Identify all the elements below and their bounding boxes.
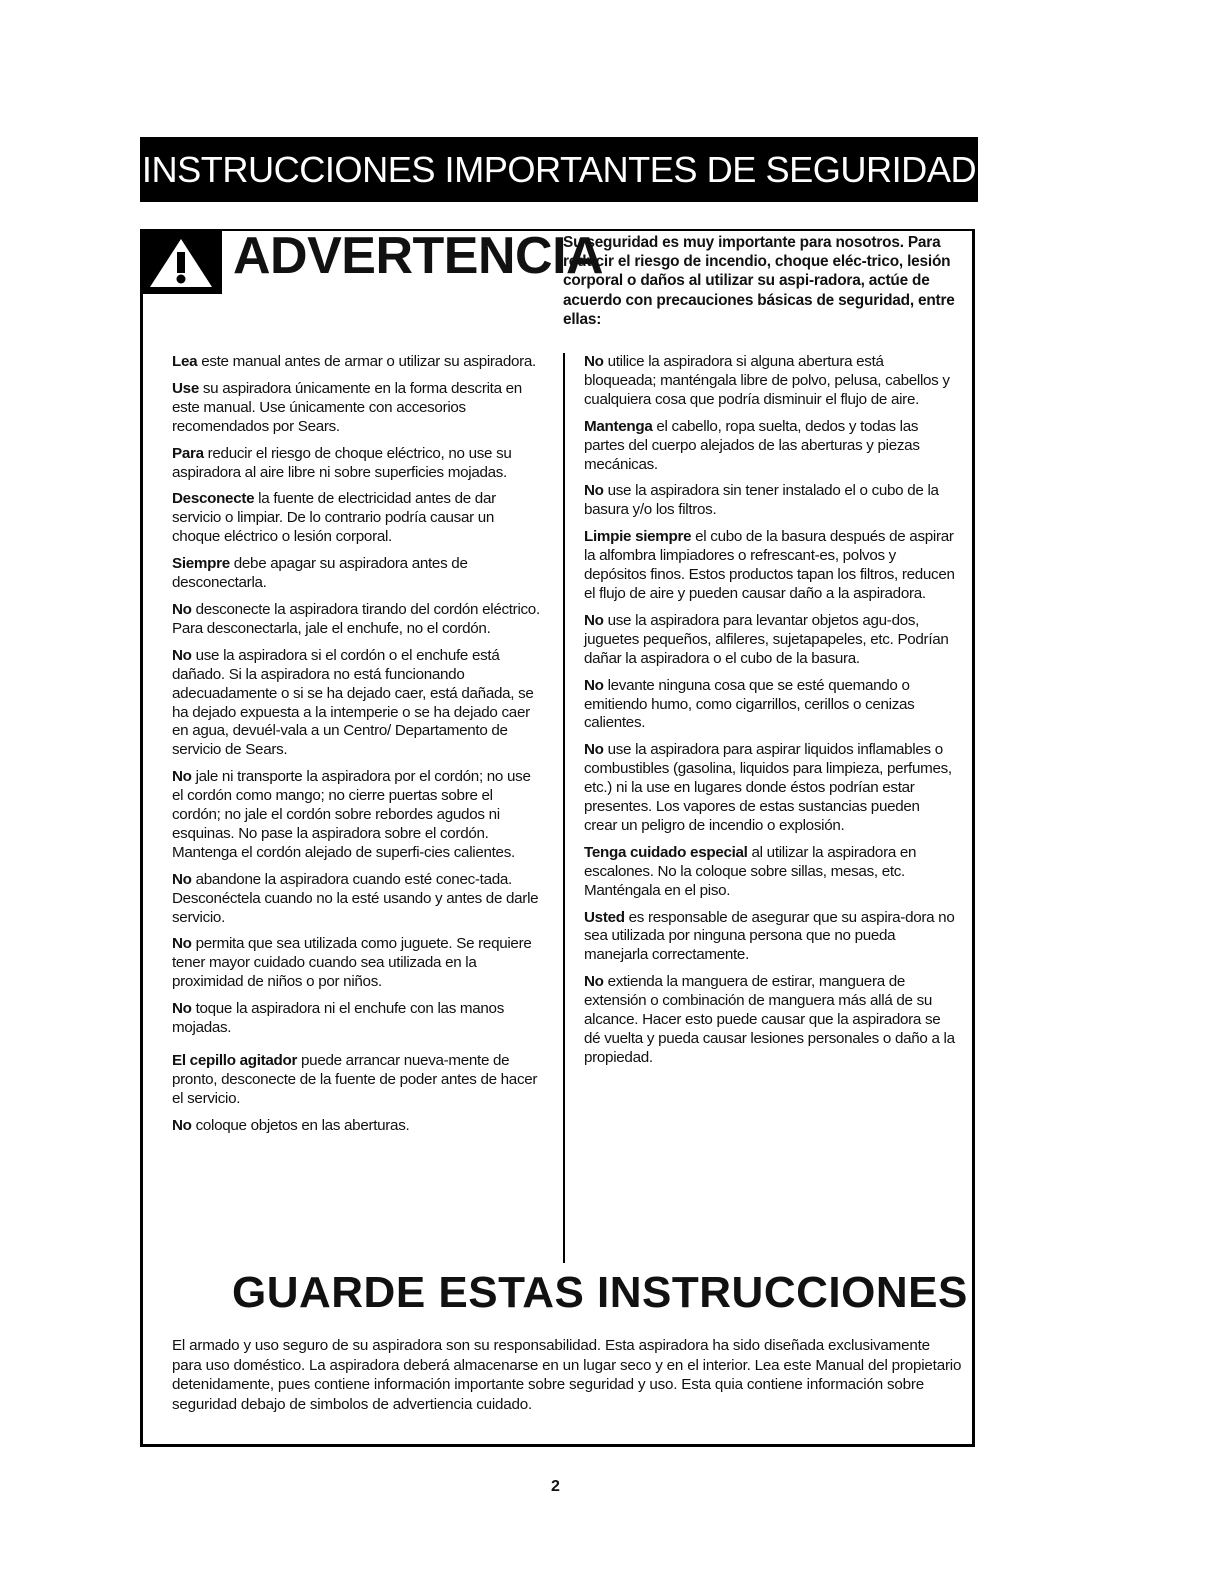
safety-item-text: el cabello, ropa suelta, dedos y todas las partes del cuerpo alejados de las aberturas y piezas mecánicas. <box>584 417 920 473</box>
safety-item-text: use la aspiradora para aspirar liquidos inflamables o combustibles (gasolina, liquidos para limpieza, perfumes, etc.) ni la use en lugares donde éstos podrían estar presentes. Los vapores de estas sustancias pueden crear un peligro de incendio o explosión. <box>584 741 952 834</box>
safety-item <box>584 844 956 901</box>
safety-item <box>172 380 544 437</box>
safety-item-lead: No <box>172 1000 192 1018</box>
save-instructions-title: GUARDE ESTAS INSTRUCCIONES <box>232 1268 968 1317</box>
safety-item-lead: Desconecte <box>172 490 255 508</box>
page-banner: INSTRUCCIONES IMPORTANTES DE SEGURIDAD <box>140 137 978 202</box>
safety-item-text: permita que sea utilizada como juguete. Se requiere tener mayor cuidado cuando sea utilizada en la proximidad de niños o por niños. <box>172 935 532 991</box>
safety-item-text: reducir el riesgo de choque eléctrico, no use su aspiradora al aire libre ni sobre superficies mojadas. <box>172 444 512 481</box>
safety-item <box>172 601 544 639</box>
safety-item <box>172 445 544 483</box>
safety-item-lead: No <box>584 741 604 759</box>
safety-item-lead: Usted <box>584 908 625 926</box>
safety-item-text: use la aspiradora sin tener instalado el o cubo de la basura y/o los filtros. <box>584 482 939 519</box>
safety-item-lead: Limpie siempre <box>584 528 692 546</box>
safety-item-lead: No <box>172 768 192 786</box>
safety-item-text: utilice la aspiradora si alguna abertura está bloqueada; manténgala libre de polvo, pelusa, cabellos y cualquiera cosa que podría disminuir el flujo de aire. <box>584 353 950 408</box>
safety-item <box>584 973 956 1068</box>
safety-item-text: este manual antes de armar o utilizar su aspiradora. <box>197 353 536 370</box>
safety-item <box>584 741 956 836</box>
safety-item <box>172 647 544 760</box>
safety-item-lead: Mantenga <box>584 417 653 435</box>
warning-intro: Su seguridad es muy importante para nosotros. Para reducir el riesgo de incendio, choque eléc-trico, lesión corporal o daños al utilizar su aspi-radora, actúe de acuerdo con precauciones básicas de seguridad, entre ellas: <box>563 234 955 328</box>
safety-item-lead: No <box>172 935 192 953</box>
right-column <box>584 353 956 1076</box>
safety-item-text: el cubo de la basura después de aspirar la alfombra limpiadores o refrescant-es, polvos y depósitos finos. Estos productos tapan los filtros, reducen el flujo de aire y pueden causar daño a la aspiradora. <box>584 528 955 602</box>
safety-item <box>172 490 544 547</box>
safety-item-text: debe apagar su aspiradora antes de desconectarla. <box>172 555 468 592</box>
safety-item-text: extienda la manguera de estirar, manguera de extensión o combinación de manguera más allá de su alcance. Hacer esto puede causar que la aspiradora se dé vuelta y pueda causar lesiones personales o daño a la propiedad. <box>584 973 955 1066</box>
footer-paragraph: El armado y uso seguro de su aspiradora son su responsabilidad. Esta aspiradora ha sido diseñada exclusivamente para uso doméstico. La aspiradora deberá almacenarse en un lugar seco y en el interior. Lea este Manual del propietario detenidamente, pues contiene información importante sobre seguridad y uso. Esta quia contiene información sobre seguridad debajo de simbolos de advertiencia cuidado. <box>172 1337 962 1414</box>
safety-item-lead: No <box>172 1116 192 1134</box>
safety-item-lead: Para <box>172 444 204 462</box>
warning-title: ADVERTENCIA <box>233 227 604 285</box>
safety-item <box>584 353 956 410</box>
left-column <box>172 353 544 1144</box>
safety-item-lead: Tenga cuidado especial <box>584 843 748 861</box>
safety-item-text: toque la aspiradora ni el enchufe con las manos mojadas. <box>172 1000 504 1037</box>
safety-item <box>172 1117 544 1136</box>
safety-item <box>584 909 956 966</box>
safety-item-text: use la aspiradora si el cordón o el enchufe está dañado. Si la aspiradora no está funcionando adecuadamente o si se ha dejado caer, está dañada, se ha dejado expuesta a la intemperie o se ha dejado caer en agua, devuél-vala a un Centro/ Departamento de servicio de Sears. <box>172 646 534 759</box>
safety-item-lead: No <box>172 870 192 888</box>
safety-item <box>584 612 956 669</box>
safety-item <box>584 418 956 475</box>
safety-item-text: la fuente de electricidad antes de dar servicio o limpiar. De lo contrario podría causar un choque eléctrico o lesión corporal. <box>172 490 496 546</box>
safety-item-text: levante ninguna cosa que se esté quemando o emitiendo humo, como cigarrillos, cerillos o cenizas calientes. <box>584 676 915 732</box>
safety-item-lead: No <box>172 600 192 618</box>
safety-item-lead: No <box>584 611 604 629</box>
safety-item-lead: No <box>584 676 604 694</box>
safety-item <box>172 1000 544 1038</box>
safety-item-lead: No <box>172 646 192 664</box>
safety-item-lead: No <box>584 973 604 991</box>
safety-item-text: jale ni transporte la aspiradora por el cordón; no use el cordón como mango; no cierre puertas sobre el cordón; no jale el cordón sobre rebordes agudos ni esquinas. No pase la aspiradora sobre el cordón. Mantenga el cordón alejado de superfi-cies calientes. <box>172 768 531 861</box>
safety-item-lead: Use <box>172 379 199 397</box>
safety-item <box>584 482 956 520</box>
safety-item <box>172 353 544 372</box>
safety-item-text: desconecte la aspiradora tirando del cordón eléctrico. Para desconectarla, jale el enchufe, no el cordón. <box>172 600 540 637</box>
safety-item-text: abandone la aspiradora cuando esté conec-tada. Desconéctela cuando no la esté usando y antes de darle servicio. <box>172 870 539 926</box>
safety-item <box>172 1052 544 1109</box>
safety-item-text: use la aspiradora para levantar objetos agu-dos, juguetes pequeños, alfileres, sujetapapeles, etc. Podrían dañar la aspiradora o el cubo de la basura. <box>584 611 949 667</box>
warning-triangle-icon <box>148 237 214 289</box>
safety-item-text: puede arrancar nueva-mente de pronto, desconecte de la fuente de poder antes de hacer el servicio. <box>172 1052 538 1107</box>
safety-item <box>172 555 544 593</box>
safety-item <box>172 768 544 863</box>
safety-item-text: su aspiradora únicamente en la forma descrita en este manual. Use únicamente con accesorios recomendados por Sears. <box>172 379 522 435</box>
safety-item-lead: No <box>584 353 604 370</box>
safety-item-text: al utilizar la aspiradora en escalones. No la coloque sobre sillas, mesas, etc. Manténgala en el piso. <box>584 843 917 899</box>
safety-item-text: es responsable de asegurar que su aspira-dora no sea utilizada por ninguna persona que no pueda manejarla correctamente. <box>584 908 955 964</box>
safety-item-lead: El cepillo agitador <box>172 1052 298 1069</box>
safety-item <box>584 528 956 604</box>
safety-item-lead: Siempre <box>172 555 230 573</box>
safety-item <box>584 677 956 734</box>
page-number: 2 <box>551 1478 560 1495</box>
column-divider <box>563 353 565 1263</box>
safety-item-lead: No <box>584 482 604 500</box>
safety-item <box>172 935 544 992</box>
safety-item-text: coloque objetos en las aberturas. <box>191 1116 410 1134</box>
warning-icon-box <box>140 229 222 294</box>
safety-item <box>172 871 544 928</box>
safety-item-lead: Lea <box>172 353 198 370</box>
